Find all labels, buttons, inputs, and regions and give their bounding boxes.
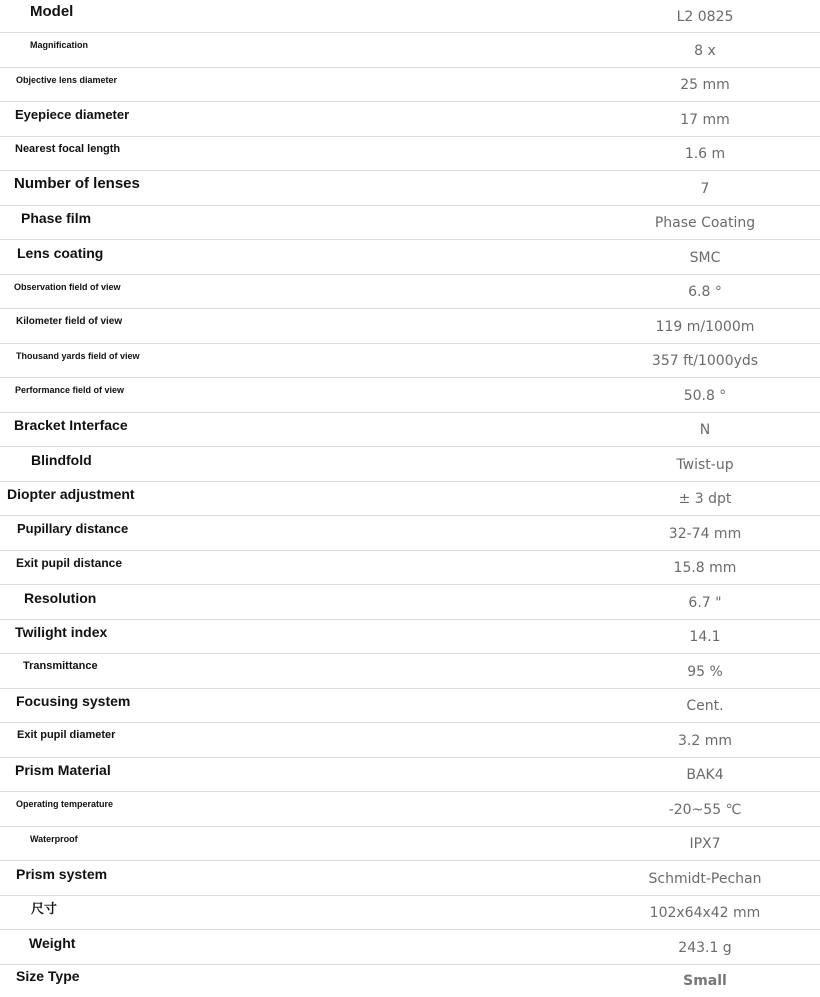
spec-label: Model bbox=[30, 3, 74, 20]
spec-label: Bracket Interface bbox=[14, 417, 128, 433]
spec-row-transmittance bbox=[0, 654, 820, 689]
spec-value: -20~55 ℃ bbox=[668, 802, 742, 818]
spec-row-weight bbox=[0, 930, 820, 965]
spec-value: 14.1 bbox=[689, 629, 721, 645]
spec-value: Twist-up bbox=[676, 457, 734, 473]
spec-label: 尺寸 bbox=[31, 901, 58, 916]
spec-value: N bbox=[699, 422, 711, 438]
spec-label: Exit pupil diameter bbox=[17, 729, 116, 741]
spec-label: Observation field of view bbox=[14, 282, 121, 292]
spec-label: Resolution bbox=[24, 590, 97, 606]
spec-row-nearest-focal-length bbox=[0, 137, 820, 171]
spec-row-objective-lens-diameter bbox=[0, 68, 820, 102]
spec-label: Prism system bbox=[16, 866, 108, 882]
spec-label: Pupillary distance bbox=[17, 521, 129, 536]
spec-value: 95 % bbox=[687, 664, 723, 680]
spec-label: Eyepiece diameter bbox=[15, 107, 130, 122]
spec-row-lens-coating bbox=[0, 240, 820, 275]
spec-value: Phase Coating bbox=[654, 215, 756, 231]
spec-value: 3.2 mm bbox=[678, 733, 732, 749]
spec-label: Performance field of view bbox=[15, 385, 125, 395]
spec-row-size-type bbox=[0, 965, 820, 997]
spec-value: 1.6 m bbox=[684, 146, 726, 162]
spec-value: 119 m/1000m bbox=[655, 319, 755, 335]
spec-row-magnification bbox=[0, 33, 820, 68]
spec-value: Schmidt-Pechan bbox=[648, 871, 762, 887]
spec-label: Diopter adjustment bbox=[7, 486, 135, 502]
spec-value: Cent. bbox=[686, 698, 724, 714]
spec-row-prism-system bbox=[0, 861, 820, 896]
spec-label: Twilight index bbox=[15, 624, 108, 640]
spec-row-waterproof bbox=[0, 827, 820, 861]
spec-row-eyepiece-diameter bbox=[0, 102, 820, 137]
spec-value: L2 0825 bbox=[676, 9, 734, 25]
spec-row-focusing-system bbox=[0, 689, 820, 723]
spec-row-observation-fov bbox=[0, 275, 820, 309]
spec-label: Exit pupil distance bbox=[16, 556, 123, 570]
spec-label: Prism Material bbox=[15, 762, 111, 778]
spec-value: 32-74 mm bbox=[668, 526, 742, 542]
spec-row-performance-fov bbox=[0, 378, 820, 413]
spec-label: Operating temperature bbox=[16, 799, 114, 809]
spec-row-exit-pupil-distance bbox=[0, 551, 820, 585]
spec-label: Objective lens diameter bbox=[16, 75, 118, 85]
spec-label: Transmittance bbox=[23, 660, 98, 672]
spec-row-twilight-index bbox=[0, 620, 820, 654]
spec-value: 357 ft/1000yds bbox=[651, 353, 759, 369]
spec-label: Weight bbox=[29, 935, 76, 951]
spec-row-size bbox=[0, 896, 820, 930]
spec-row-thousand-yards-fov bbox=[0, 344, 820, 378]
spec-value: SMC bbox=[689, 250, 721, 266]
spec-label: Waterproof bbox=[30, 834, 78, 844]
spec-label: Phase film bbox=[21, 210, 92, 226]
spec-value: 15.8 mm bbox=[673, 560, 737, 576]
spec-label: Nearest focal length bbox=[15, 143, 121, 155]
spec-row-blindfold bbox=[0, 447, 820, 482]
spec-label: Blindfold bbox=[31, 452, 92, 468]
spec-value: 17 mm bbox=[680, 112, 730, 128]
spec-row-prism-material bbox=[0, 758, 820, 792]
spec-label: Number of lenses bbox=[14, 175, 140, 192]
spec-row-operating-temperature bbox=[0, 792, 820, 827]
spec-value: 7 bbox=[700, 181, 710, 197]
spec-label: Focusing system bbox=[16, 693, 131, 709]
spec-label: Size Type bbox=[16, 968, 80, 984]
spec-value: ± 3 dpt bbox=[678, 491, 732, 507]
spec-value: Small bbox=[683, 973, 727, 989]
spec-row-bracket-interface bbox=[0, 413, 820, 447]
spec-value: 25 mm bbox=[680, 77, 730, 93]
spec-label: Lens coating bbox=[17, 245, 104, 261]
spec-value: 102x64x42 mm bbox=[649, 905, 761, 921]
spec-row-exit-pupil-diameter bbox=[0, 723, 820, 758]
spec-value: IPX7 bbox=[689, 836, 721, 852]
spec-value: 6.7 " bbox=[688, 595, 722, 611]
spec-row-diopter-adjustment bbox=[0, 482, 820, 516]
spec-label: Magnification bbox=[30, 40, 88, 50]
spec-row-kilometer-fov bbox=[0, 309, 820, 344]
spec-value: 243.1 g bbox=[678, 940, 732, 956]
spec-row-phase-film bbox=[0, 206, 820, 240]
spec-value: BAK4 bbox=[686, 767, 724, 783]
spec-row-pupillary-distance bbox=[0, 516, 820, 551]
spec-value: 6.8 ° bbox=[688, 284, 722, 300]
spec-row-resolution bbox=[0, 585, 820, 620]
spec-row-number-of-lenses bbox=[0, 171, 820, 206]
spec-value: 8 x bbox=[694, 43, 716, 59]
spec-row-model bbox=[0, 0, 820, 33]
spec-label: Kilometer field of view bbox=[16, 316, 123, 327]
spec-label: Thousand yards field of view bbox=[16, 351, 140, 361]
spec-value: 50.8 ° bbox=[683, 388, 727, 404]
